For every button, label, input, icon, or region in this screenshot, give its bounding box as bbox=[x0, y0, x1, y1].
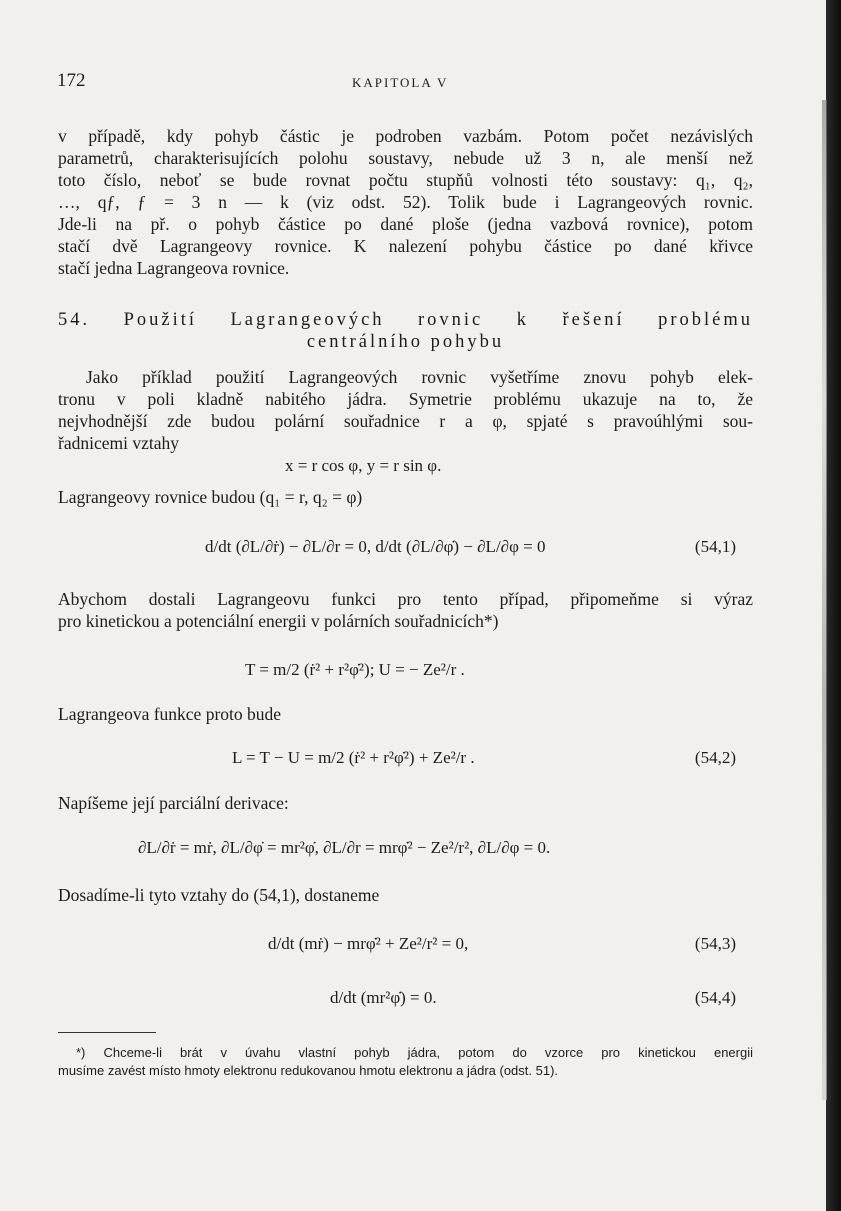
text-line: nejvhodnější zde budou polární souřadnice r a φ, spjaté s pravoúhlými sou- bbox=[58, 411, 753, 431]
footnote-line: *) Chceme-li brát v úvahu vlastní pohyb jádra, potom do vzorce pro kinetickou energii bbox=[76, 1045, 753, 1060]
text-line: Napíšeme její parciální derivace: bbox=[58, 793, 289, 813]
running-title: KAPITOLA V bbox=[352, 75, 449, 90]
formula-partial-derivatives: ∂L/∂ṙ = mṙ, ∂L/∂φ̇ = mr²φ̇, ∂L/∂r = mrφ̇² − Ze²/r², ∂L/∂φ = 0. bbox=[138, 838, 551, 857]
text-line: tronu v poli kladně nabitého jádra. Symetrie problému ukazuje na to, že bbox=[58, 389, 753, 409]
equation-number: (54,4) bbox=[694, 988, 736, 1007]
text-line: řadnicemi vztahy bbox=[58, 433, 179, 453]
text-line: stačí dvě Lagrangeovy rovnice. K nalezení pohybu částice po dané křivce bbox=[58, 236, 753, 256]
text-line: Dosadíme-li tyto vztahy do (54,1), dostaneme bbox=[58, 885, 380, 905]
equation-number: (54,3) bbox=[694, 934, 736, 953]
text-line: pro kinetickou a potenciální energii v polárních souřadnicích*) bbox=[58, 611, 499, 631]
text-line: v případě, kdy pohyb částic je podroben vazbám. Potom počet nezávislých bbox=[58, 126, 753, 146]
text-line: Lagrangeovy rovnice budou (q₁ = r, q₂ = φ) bbox=[58, 487, 363, 507]
page-number: 172 bbox=[57, 70, 86, 91]
text-line: Jako příklad použití Lagrangeových rovnic vyšetříme znovu pohyb elek- bbox=[86, 367, 753, 387]
section-heading-line: 54. Použití Lagrangeových rovnic k řešení problému bbox=[58, 310, 753, 330]
paragraph-substitution bbox=[58, 884, 753, 906]
equation-number: (54,1) bbox=[694, 537, 736, 556]
text-line: Abychom dostali Lagrangeovu funkci pro tento případ, připomeňme si výraz bbox=[58, 589, 753, 609]
section-heading-line: centrálního pohybu bbox=[306, 332, 505, 352]
equation-number: (54,2) bbox=[694, 748, 736, 767]
text-line: stačí jedna Lagrangeova rovnice. bbox=[58, 258, 290, 278]
equation-54-3: d/dt (mṙ) − mrφ̇² + Ze²/r² = 0, bbox=[268, 934, 469, 953]
formula-polar-coordinates: x = r cos φ, y = r sin φ. bbox=[285, 456, 442, 475]
book-spine-shadow bbox=[826, 0, 841, 1211]
paragraph-lagrange-function bbox=[58, 703, 753, 725]
text-line: Jde-li na př. o pohyb částice po dané ploše (jedna vazbová rovnice), potom bbox=[58, 214, 753, 234]
equation-54-4: d/dt (mr²φ̇) = 0. bbox=[330, 988, 437, 1007]
text-line: …, qƒ, ƒ = 3 n — k (viz odst. 52). Tolik bude i Lagrangeových rovnic. bbox=[58, 192, 753, 212]
paragraph-derivatives bbox=[58, 792, 753, 814]
formula-energies: T = m/2 (ṙ² + r²φ̇²); U = − Ze²/r . bbox=[245, 660, 465, 679]
text-line: toto číslo, neboť se bude rovnat počtu stupňů volnosti této soustavy: q₁, q₂, bbox=[58, 170, 753, 190]
section-heading bbox=[58, 309, 753, 353]
text-line: Lagrangeova funkce proto bude bbox=[58, 704, 282, 724]
footnote-line: musíme zavést místo hmoty elektronu redukovanou hmotu elektronu a jádra (odst. 51). bbox=[58, 1063, 559, 1078]
paragraph-lagrange-equations bbox=[58, 486, 753, 508]
text-line: parametrů, charakterisujících polohu soustavy, nebude už 3 n, ale menší než bbox=[58, 148, 753, 168]
footnote bbox=[58, 1044, 753, 1080]
equation-54-1: d/dt (∂L/∂ṙ) − ∂L/∂r = 0, d/dt (∂L/∂φ̇) − ∂L/∂φ = 0 bbox=[205, 537, 546, 556]
equation-54-2: L = T − U = m/2 (ṙ² + r²φ̇²) + Ze²/r . bbox=[232, 748, 475, 767]
paragraph-intro bbox=[58, 366, 753, 454]
footnote-divider bbox=[58, 1032, 156, 1033]
paragraph-energy-intro bbox=[58, 588, 753, 632]
paragraph-constraints bbox=[58, 125, 753, 279]
